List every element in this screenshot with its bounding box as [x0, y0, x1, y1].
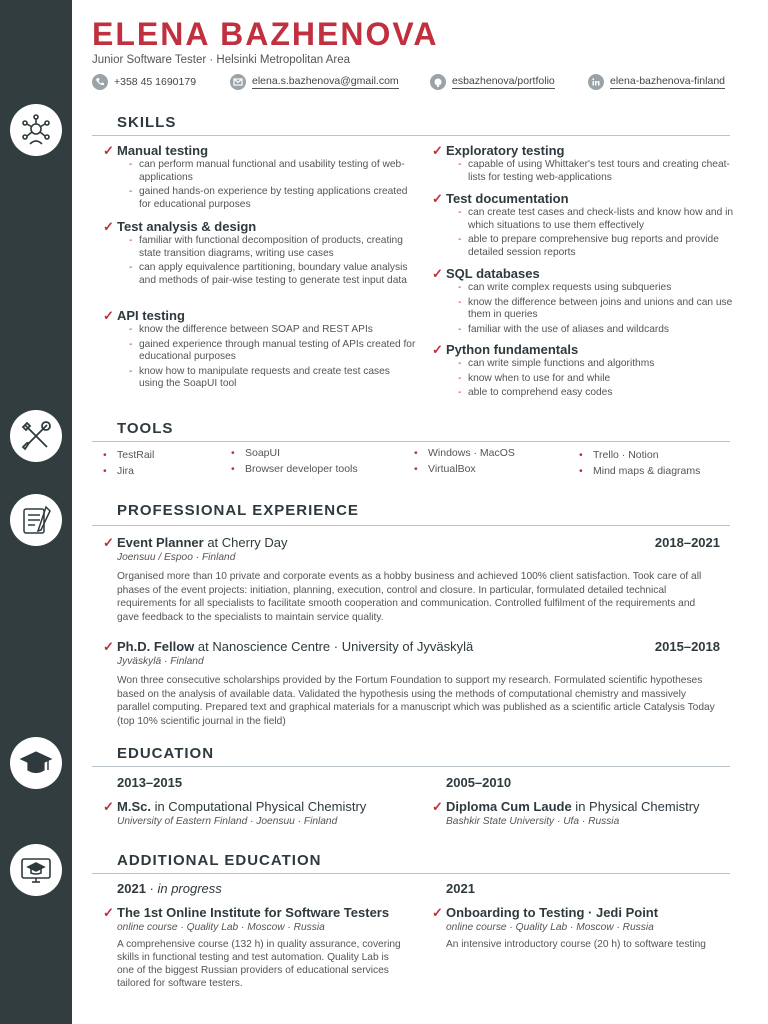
- tools-column-4: • Trello · Notion • Mind maps & diagrams: [579, 448, 700, 479]
- contact-linkedin[interactable]: elena-bazhenova-finland: [588, 74, 725, 90]
- skill-test-analysis: ✓ Test analysis & design - familiar with functional decomposition of products, creating state transition diagrams, writing use cases - can apply equivalence partitioning, boundary value analysis and methods of pair-wise testing to generate test input data: [117, 219, 417, 289]
- skill-python: ✓ Python fundamentals - can write simple functions and algorithms - know when to use for and while - able to comprehend easy codes: [446, 342, 746, 402]
- contact-github[interactable]: esbazhenova/portfolio: [430, 74, 555, 90]
- github-icon: [430, 74, 446, 90]
- contacts-row: [92, 74, 732, 94]
- candidate-subtitle: Junior Software Tester · Helsinki Metropolitan Area: [92, 54, 351, 66]
- skill-exploratory-testing: ✓ Exploratory testing - capable of using Whittaker's test tours and creating cheat-lists for testing web-applications: [446, 143, 746, 186]
- skills-network-icon: [10, 104, 62, 156]
- tools-column-1: • TestRail • Jira: [103, 448, 154, 479]
- experience-blueprint-icon: [10, 494, 62, 546]
- skill-manual-testing: ✓ Manual testing - can perform manual functional and usability testing of web-applications - gained hands-on experience by testing applications created for educational purposes: [117, 143, 417, 213]
- experience-divider: [92, 525, 730, 526]
- check-icon: ✓: [432, 905, 443, 920]
- additional-course-institute: 2021 · in progress ✓ The 1st Online Institute for Software Testers online course · Quality Lab · Moscow · Russia A comprehensive course (132 h) in quality assurance, covering skills in functional testing and test automation. Quality Lab is one of the biggest Russian providers of educational services tailored for software testers.: [103, 881, 401, 989]
- skill-test-documentation: ✓ Test documentation - can create test cases and check-lists and know how and in which situations to use them effectively - able to prepare comprehensive bug reports and provide detailed session reports: [446, 191, 746, 261]
- education-msc: 2013–2015 ✓ M.Sc. in Computational Physical Chemistry University of Eastern Finland · Joensuu · Finland: [103, 775, 367, 827]
- check-icon: ✓: [103, 799, 114, 814]
- candidate-name: ELENA BAZHENOVA: [92, 16, 439, 52]
- tools-column-3: • Windows · MacOS • VirtualBox: [414, 446, 515, 477]
- experience-title: PROFESSIONAL EXPERIENCE: [117, 502, 359, 519]
- education-divider: [92, 766, 730, 767]
- check-icon: ✓: [432, 342, 443, 357]
- skills-title: SKILLS: [117, 114, 177, 131]
- check-icon: ✓: [103, 308, 114, 323]
- check-icon: ✓: [103, 639, 114, 654]
- education-title: EDUCATION: [117, 745, 215, 762]
- check-icon: ✓: [103, 905, 114, 920]
- job-description: Won three consecutive scholarships provided by the Fortum Foundation to support my research. Formulated scientific hypotheses based on the analysis of available data. Validated the hypothesis using the methods of computational chemistry and massively parallel computing. Prepared text and graphical materials for a manuscript which was published as a scientific article Catalysis Today (top 10% scientific journal in the field): [117, 675, 715, 727]
- job-phd-fellow: ✓ Ph.D. Fellow at Nanoscience Centre · University of Jyväskylä 2015–2018 Jyväskylä · Finland Won three consecutive scholarships provided by the Fortum Foundation to support my research. Formulated scientific hypotheses based on the analysis of available data. Validated the hypothesis using the methods of computational chemistry and massively parallel computing. Prepared text and graphical materials for a manuscript which was published as a scientific article Catalysis Today (top 10% scientific journal in the field): [103, 639, 720, 727]
- tools-column-2: • SoapUI • Browser developer tools: [231, 446, 358, 477]
- contact-email[interactable]: elena.s.bazhenova@gmail.com: [230, 74, 399, 90]
- check-icon: ✓: [432, 266, 443, 281]
- additional-course-jedi: 2021 ✓ Onboarding to Testing · Jedi Point online course · Quality Lab · Moscow · Russia An intensive introductory course (20 h) to software testing: [432, 881, 706, 950]
- contact-phone[interactable]: +358 45 1690179: [92, 74, 196, 90]
- skill-api-testing: ✓ API testing - know the difference between SOAP and REST APIs - gained experience through manual testing of APIs created for educational purposes - know how to manipulate requests and create test cases using the SoapUI tool: [117, 308, 417, 393]
- job-dates: 2015–2018: [654, 639, 720, 654]
- check-icon: ✓: [432, 191, 443, 206]
- graduation-cap-icon: [10, 737, 62, 789]
- job-dates: 2018–2021: [654, 535, 720, 550]
- phone-icon: [92, 74, 108, 90]
- email-icon: [230, 74, 246, 90]
- job-description: Organised more than 10 private and corporate events as a hobby business and achieved 100% client satisfaction. Took care of all phases of the event projects: initiation, planning, execution, control and closure. In particular, formulated detailed technical requirements for all specialists to facilitate smooth cooperation and communication. Controlled fulfilment of the requirements and gave feedback to the specialists to maintain service quality.: [117, 571, 702, 623]
- tools-wrench-screwdriver-icon: [10, 410, 62, 462]
- sidebar: [0, 0, 72, 1024]
- check-icon: ✓: [432, 143, 443, 158]
- job-location: Jyväskylä · Finland: [117, 656, 204, 667]
- check-icon: ✓: [103, 143, 114, 158]
- check-icon: ✓: [103, 219, 114, 234]
- tools-title: TOOLS: [117, 420, 174, 437]
- online-course-monitor-icon: [10, 844, 62, 896]
- check-icon: ✓: [103, 535, 114, 550]
- additional-education-title: ADDITIONAL EDUCATION: [117, 852, 322, 869]
- job-event-planner: ✓ Event Planner at Cherry Day 2018–2021 Joensuu / Espoo · Finland Organised more than 10 private and corporate events as a hobby business and achieved 100% client satisfaction. Took care of all phases of the event projects: initiation, planning, execution, control and closure. In particular, formulated detailed technical requirements for all specialists to facilitate smooth cooperation and communication. Controlled fulfilment of the requirements and gave feedback to the specialists to maintain service quality.: [103, 535, 720, 623]
- education-diploma: 2005–2010 ✓ Diploma Cum Laude in Physical Chemistry Bashkir State University · Ufa · Russia: [432, 775, 700, 827]
- linkedin-icon: [588, 74, 604, 90]
- additional-education-divider: [92, 873, 730, 874]
- check-icon: ✓: [432, 799, 443, 814]
- job-location: Joensuu / Espoo · Finland: [117, 552, 236, 563]
- skills-divider: [92, 135, 730, 136]
- skill-sql-databases: ✓ SQL databases - can write complex requests using subqueries - know the difference between joins and unions and can use them in queries - familiar with the use of aliases and wildcards: [446, 266, 746, 338]
- tools-divider: [92, 441, 730, 442]
